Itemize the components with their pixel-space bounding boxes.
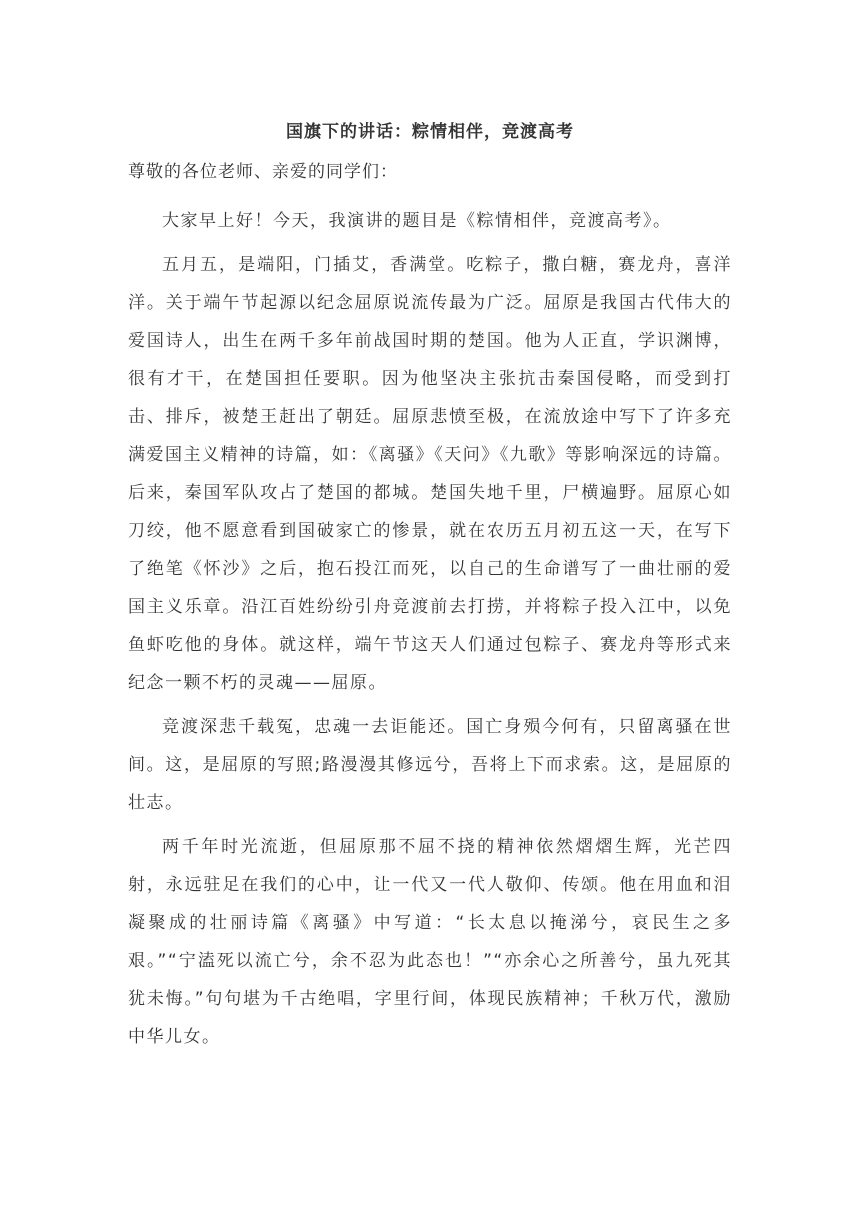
paragraph-spirit: 两千年时光流逝，但屈原那不屈不挠的精神依然熠熠生辉，光芒四射，永远驻足在我们的心中，让一代又一代人敬仰、传颂。他在用血和泪凝聚成的壮丽诗篇《离骚》中写道：“长太息以掩涕兮，哀民生之多艰。”“宁溘死以流亡兮，余不忍为此态也！”“亦余心之所善兮，虽九死其犹未悔。”句句堪为千古绝唱，字里行间，体现民族精神；千秋万代，激励中华儿女。 (128, 837, 732, 1047)
salutation: 尊敬的各位老师、亲爱的同学们： (128, 162, 398, 182)
paragraph-origin: 五月五，是端阳，门插艾，香满堂。吃粽子，撒白糖，赛龙舟，喜洋洋。关于端午节起源以纪念屈原说流传最为广泛。屈原是我国古代伟大的爱国诗人，出生在两千多年前战国时期的楚国。他为人正直，学识渊博，很有才干，在楚国担任要职。因为他坚决主张抗击秦国侵略，而受到打击、排斥，被楚王赶出了朝廷。屈原悲愤至极，在流放途中写下了许多充满爱国主义精神的诗篇，如：《离骚》《天问》《九歌》等影响深远的诗篇。后来，秦国军队攻占了楚国的都城。楚国失地千里，尸横遍野。屈原心如刀绞，他不愿意看到国破家亡的惨景，就在农历五月初五这一天，在写下了绝笔《怀沙》之后，抱石投江而死，以自己的生命谱写了一曲壮丽的爱国主义乐章。沿江百姓纷纷引舟竞渡前去打捞，并将粽子投入江中，以免鱼虾吃他的身体。就这样，端午节这天人们通过包粽子、赛龙舟等形式来纪念一颗不朽的灵魂——屈原。 (128, 255, 732, 693)
document-title: 国旗下的讲话：粽情相伴，竞渡高考 (286, 122, 574, 142)
document-body (128, 158, 732, 1062)
paragraph-poem: 竞渡深悲千载冤，忠魂一去讵能还。国亡身殒今何有，只留离骚在世间。这，是屈原的写照;路漫漫其修远兮，吾将上下而求索。这，是屈原的壮志。 (128, 717, 732, 813)
paragraph-greeting: 大家早上好！今天，我演讲的题目是《粽情相伴，竞渡高考》。 (162, 211, 672, 231)
